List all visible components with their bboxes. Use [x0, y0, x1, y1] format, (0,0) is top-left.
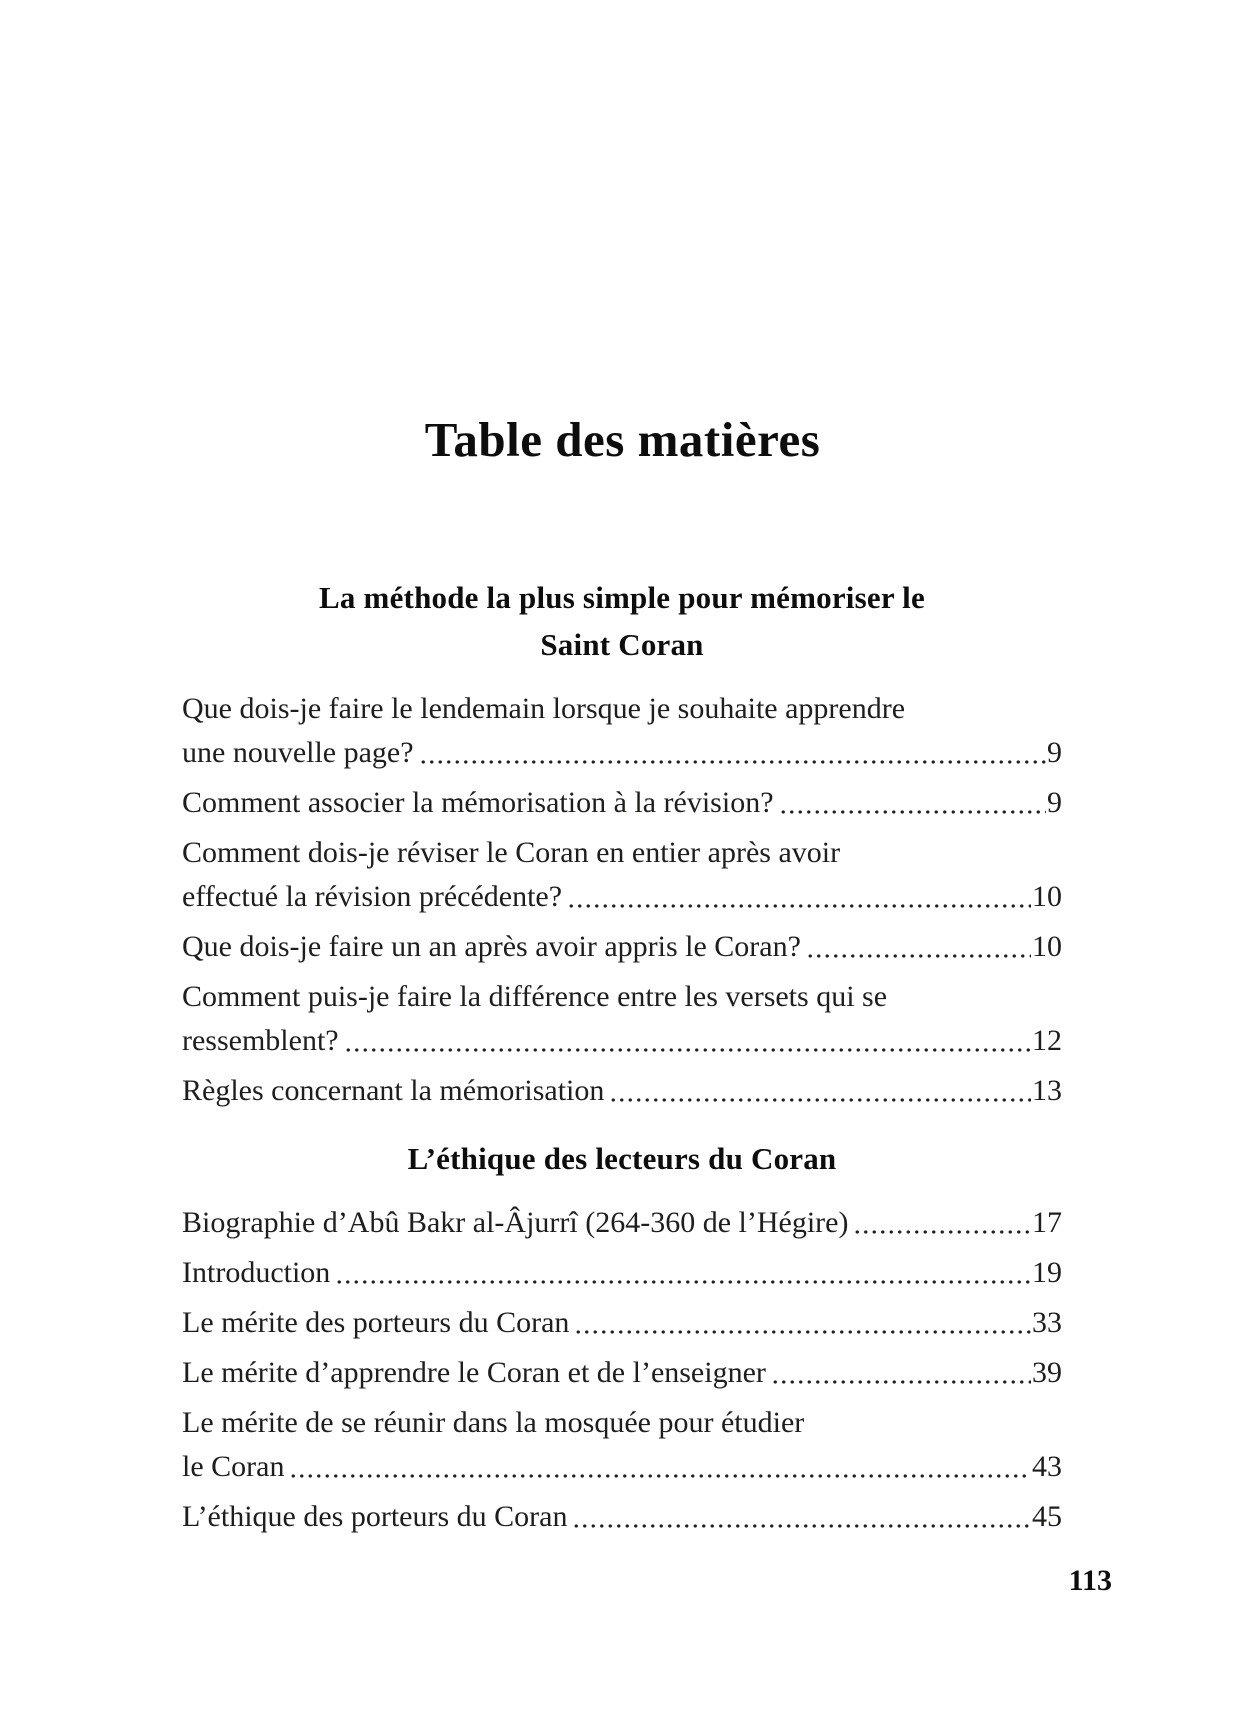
toc-entry-text: Comment associer la mémorisation à la révision? — [182, 786, 774, 819]
dot-leader — [567, 875, 1031, 919]
toc-entry-text: Que dois-je faire le lendemain lorsque je souhaite apprendre — [182, 692, 906, 725]
toc-entry-line — [182, 831, 1062, 875]
dot-leader — [289, 1445, 1031, 1489]
toc-entry — [182, 1495, 1062, 1539]
toc-entry-line — [182, 1401, 1062, 1445]
toc-entry — [182, 975, 1062, 1063]
toc-entry-line — [182, 1445, 1062, 1489]
toc-entry-line — [182, 1201, 1062, 1245]
toc-entry — [182, 1351, 1062, 1395]
toc-entry-text: Le mérite d’apprendre le Coran et de l’enseigner — [182, 1356, 766, 1389]
toc-entry-line — [182, 975, 1062, 1019]
toc-entry-page-number: 19 — [1032, 1256, 1062, 1289]
toc-entry-page-number: 10 — [1032, 930, 1062, 963]
toc-entry-text: Le mérite de se réunir dans la mosquée pour étudier — [182, 1406, 805, 1439]
toc-entry-page-number: 45 — [1032, 1500, 1062, 1533]
section-heading-line: L’éthique des lecteurs du Coran — [407, 1141, 837, 1176]
toc-entry — [182, 1201, 1062, 1245]
toc-entry-text: Règles concernant la mémorisation — [182, 1074, 605, 1107]
toc-entry-text: une nouvelle page? — [182, 736, 414, 769]
dot-leader — [344, 1019, 1031, 1063]
toc-entry-line — [182, 1495, 1062, 1539]
dot-leader — [574, 1301, 1031, 1345]
toc-entry-page-number: 13 — [1032, 1074, 1062, 1107]
toc-section — [182, 468, 1062, 1119]
toc-entry-line — [182, 1069, 1062, 1113]
toc-entry — [182, 831, 1062, 919]
toc-entry-text: effectué la révision précédente? — [182, 880, 563, 913]
toc-entry-line — [182, 875, 1062, 919]
footer-page-number: 113 — [1068, 1564, 1112, 1597]
toc-entry — [182, 781, 1062, 825]
toc-entry-line — [182, 1301, 1062, 1345]
toc-entry-text: L’éthique des porteurs du Coran — [182, 1500, 568, 1533]
toc-entry — [182, 687, 1062, 775]
toc-entry-page-number: 33 — [1032, 1306, 1062, 1339]
table-of-contents — [182, 468, 1062, 1545]
toc-entry-list — [182, 687, 1062, 1113]
dot-leader — [806, 925, 1031, 969]
dot-leader — [609, 1069, 1031, 1113]
section-heading — [182, 574, 1062, 668]
toc-entry-text: Le mérite des porteurs du Coran — [182, 1306, 570, 1339]
toc-entry-page-number: 10 — [1032, 880, 1062, 913]
toc-entry — [182, 1251, 1062, 1295]
toc-entry — [182, 925, 1062, 969]
dot-leader — [335, 1251, 1031, 1295]
toc-entry-text: Que dois-je faire un an après avoir appris le Coran? — [182, 930, 801, 963]
toc-section — [182, 1119, 1062, 1545]
toc-entry — [182, 1301, 1062, 1345]
toc-entry-list — [182, 1201, 1062, 1539]
toc-entry-text: Comment puis-je faire la différence entre les versets qui se — [182, 980, 888, 1013]
toc-entry-line — [182, 1351, 1062, 1395]
toc-entry-line — [182, 687, 1062, 731]
dot-leader — [853, 1201, 1031, 1245]
page-title: Table des matières — [424, 412, 821, 467]
section-heading — [182, 1135, 1062, 1182]
dot-leader — [572, 1495, 1031, 1539]
toc-entry-text: Comment dois-je réviser le Coran en entier après avoir — [182, 836, 841, 869]
toc-entry-line — [182, 1251, 1062, 1295]
dot-leader — [419, 731, 1046, 775]
toc-entry-line — [182, 925, 1062, 969]
toc-entry-text: le Coran — [182, 1450, 285, 1483]
toc-entry-page-number: 17 — [1032, 1206, 1062, 1239]
toc-entry-page-number: 39 — [1032, 1356, 1062, 1389]
toc-entry-line — [182, 1019, 1062, 1063]
toc-entry-page-number: 12 — [1032, 1024, 1062, 1057]
toc-entry-text: Biographie d’Abû Bakr al-Âjurrî (264-360 de l’Hégire) — [182, 1206, 849, 1239]
toc-entry — [182, 1401, 1062, 1489]
dot-leader — [779, 781, 1046, 825]
toc-entry — [182, 1069, 1062, 1113]
section-heading-line: Saint Coran — [540, 627, 704, 662]
toc-entry-line — [182, 781, 1062, 825]
toc-entry-page-number: 9 — [1047, 736, 1062, 769]
section-heading-line: La méthode la plus simple pour mémoriser le — [319, 580, 925, 615]
toc-entry-page-number: 43 — [1032, 1450, 1062, 1483]
dot-leader — [771, 1351, 1031, 1395]
toc-entry-page-number: 9 — [1047, 786, 1062, 819]
toc-entry-text: Introduction — [182, 1256, 331, 1289]
toc-entry-text: ressemblent? — [182, 1024, 339, 1057]
toc-entry-line — [182, 731, 1062, 775]
